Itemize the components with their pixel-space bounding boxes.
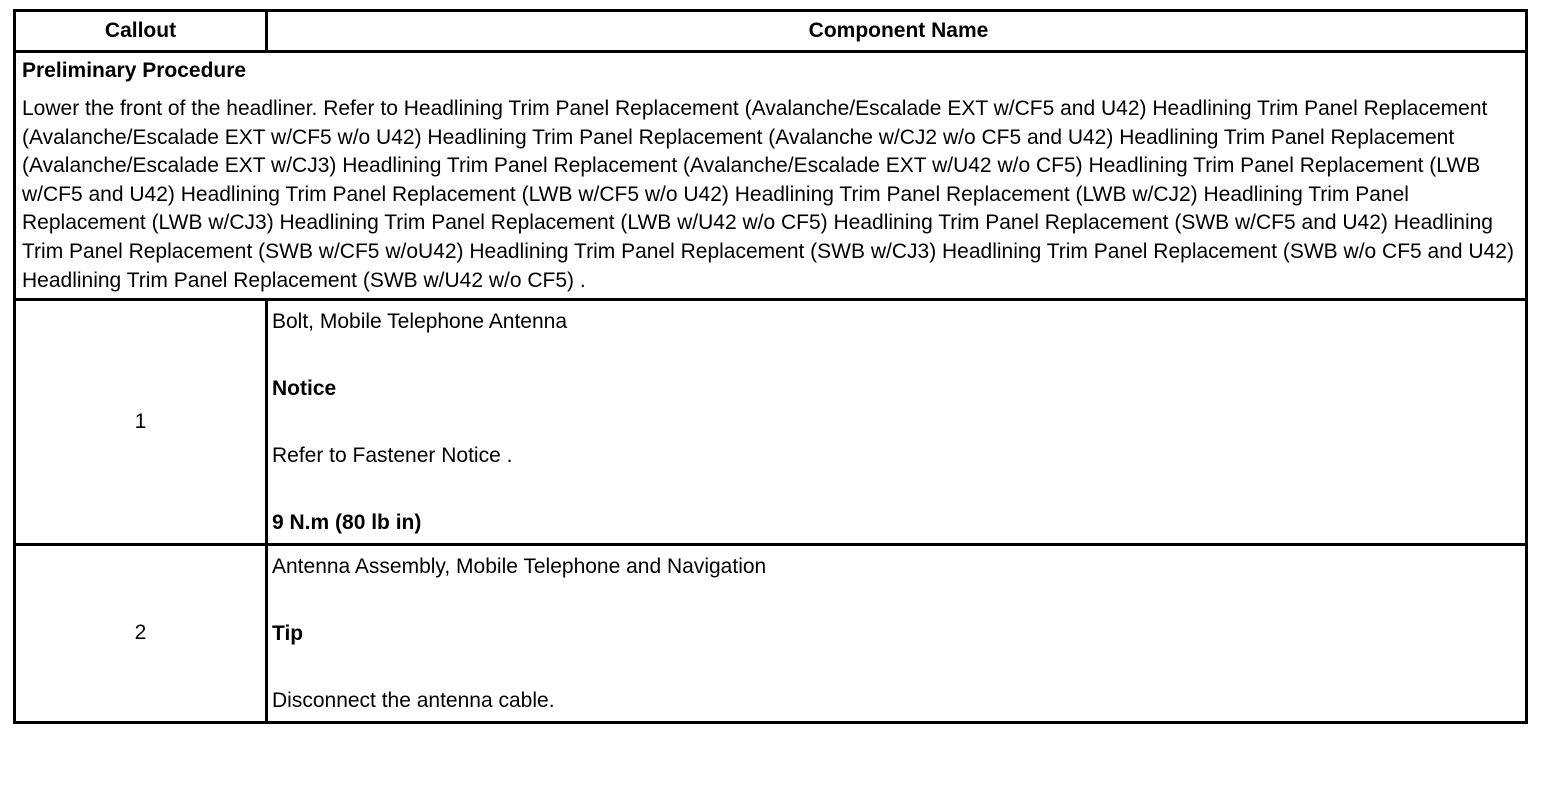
table-row — [16, 301, 1525, 546]
header-component-name: Component Name — [808, 18, 989, 42]
torque-spec: 9 N.m (80 lb in) — [272, 511, 422, 535]
table-row — [16, 546, 1525, 721]
component-cell — [268, 546, 1525, 721]
tip-text: Disconnect the antenna cable. — [272, 689, 555, 713]
component-name: Bolt, Mobile Telephone Antenna — [272, 310, 568, 334]
callout-number: 2 — [16, 546, 268, 721]
notice-text: Refer to Fastener Notice . — [272, 444, 513, 468]
preliminary-procedure-row — [16, 53, 1525, 301]
table-header-row — [16, 12, 1525, 53]
tip-label: Tip — [272, 622, 304, 646]
preliminary-procedure-title: Preliminary Procedure — [22, 59, 247, 82]
header-callout: Callout — [16, 12, 268, 50]
callout-number: 1 — [16, 301, 268, 543]
component-cell — [268, 301, 1525, 543]
component-table — [13, 9, 1528, 724]
component-name: Antenna Assembly, Mobile Telephone and Navigation — [272, 555, 767, 579]
preliminary-procedure-cell — [16, 53, 1525, 298]
notice-label: Notice — [272, 377, 337, 401]
preliminary-procedure-text: Lower the front of the headliner. Refer to Headlining Trim Panel Replacement (Avalanche/Escalade EXT w/CF5 and U42) Headlining Trim Panel Replacement (Avalanche/Escalade EXT w/CF5 w/o U42) Headlining Trim Panel Replacement (Avalanche w/CJ2 w/o CF5 and U42) Headlining Trim Panel Replacement (Avalanche/Escalade EXT w/CJ3) Headlining Trim Panel Replacement (Avalanche/Escalade EXT w/U42 w/o CF5) Headlining Trim Panel Replacement (LWB w/CF5 and U42) Headlining Trim Panel Replacement (LWB w/CF5 w/o U42) Headlining Trim Panel Replacement (LWB w/CJ2) Headlining Trim Panel Replacement (LWB w/CJ3) Headlining Trim Panel Replacement (LWB w/U42 w/o CF5) Headlining Trim Panel Replacement (SWB w/CF5 and U42) Headlining Trim Panel Replacement (SWB w/CF5 w/oU42) Headlining Trim Panel Replacement (SWB w/CJ3) Headlining Trim Panel Replacement (SWB w/o CF5 and U42) Headlining Trim Panel Replacement (SWB w/U42 w/o CF5) . — [22, 97, 1514, 292]
